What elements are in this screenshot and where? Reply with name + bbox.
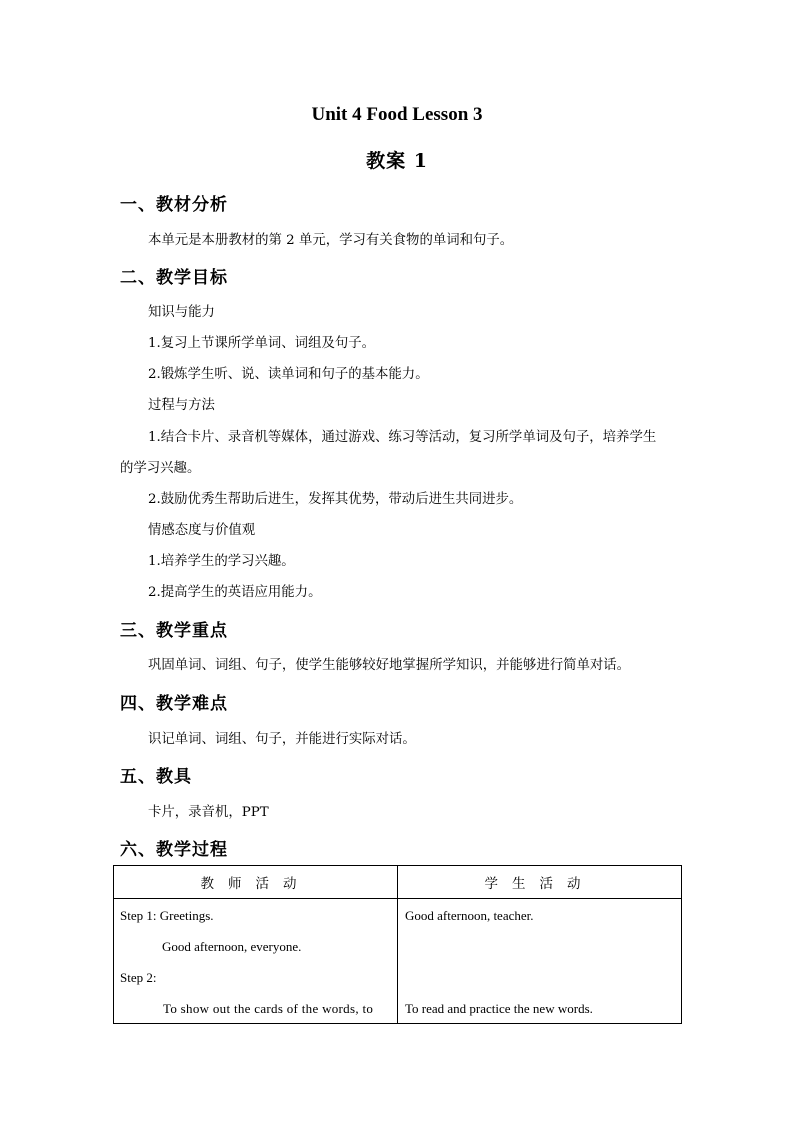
teacher-line: Good afternoon, everyone. [162,939,302,954]
subheading: 过程与方法 [148,398,215,413]
section-heading-materials: 五、教具 [120,767,192,787]
subheading: 情感态度与价值观 [148,523,256,538]
table-header-student: 学生活动 [398,866,682,899]
teacher-line: To show out the cards of the words, to [163,1001,374,1016]
teacher-line: Step 1: Greetings. [120,908,214,923]
student-activity-cell [398,899,682,1024]
list-item: 1.培养学生的学习兴趣。 [148,554,295,569]
paragraph: 卡片，录音机，PPT [148,805,269,820]
paragraph: 识记单词、词组、句子，并能进行实际对话。 [148,732,416,747]
subheading: 知识与能力 [148,305,215,320]
table-header-teacher: 教师活动 [114,866,398,899]
process-table [113,865,682,1024]
paragraph: 本单元是本册教材的第 2 单元，学习有关食物的单词和句子。 [148,233,514,248]
list-item: 2.提高学生的英语应用能力。 [148,585,322,600]
student-line: To read and practice the new words. [405,1001,593,1016]
list-item: 2.锻炼学生听、说、读单词和句子的基本能力。 [148,367,429,382]
document-title: Unit 4 Food Lesson 3 [311,104,483,125]
section-heading-key-points: 三、教学重点 [120,621,228,641]
section-heading-analysis: 一、教材分析 [120,195,228,215]
section-heading-goals: 二、教学目标 [120,268,228,288]
section-heading-process: 六、教学过程 [120,840,228,860]
list-item: 2.鼓励优秀生帮助后进生，发挥其优势，带动后进生共同进步。 [148,492,523,507]
section-heading-difficulties: 四、教学难点 [120,694,228,714]
teacher-line: Step 2: [120,970,157,985]
list-item-continuation: 的学习兴趣。 [120,461,201,476]
paragraph: 巩固单词、词组、句子，使学生能够较好地掌握所学知识，并能够进行简单对话。 [148,658,631,673]
list-item: 1.结合卡片、录音机等媒体，通过游戏、练习等活动，复习所学单词及句子，培养学生 [148,430,657,445]
student-line: Good afternoon, teacher. [405,908,534,923]
teacher-activity-cell [114,899,398,1024]
document-subtitle: 教案 1 [366,150,428,172]
list-item: 1.复习上节课所学单词、词组及句子。 [148,336,376,351]
